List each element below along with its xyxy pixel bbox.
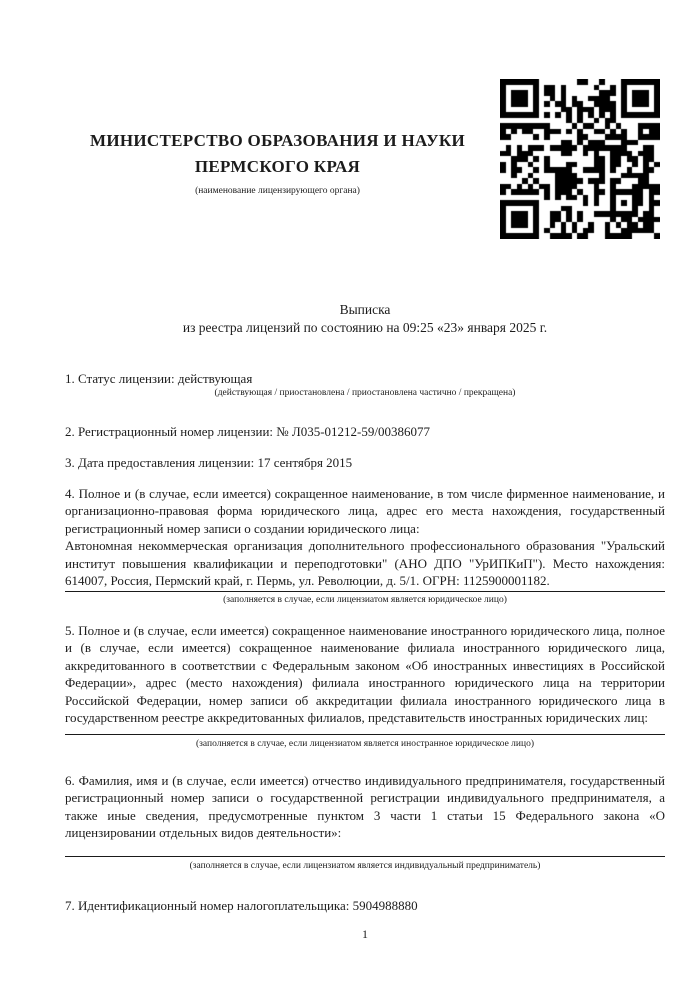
- foreign-entity-label: 5. Полное и (в случае, если имеется) сокращенное наименование иностранного юридического лица, полное и (в случае, если имеется) сокращенное наименование филиала иностранного юридического лица, аккредитованного в соответствии с Федеральным законом «Об иностранных инвестициях в Российской Федерации», адрес (место нахождения) филиала иностранного юридического лица на территории Российской Федерации, номер записи об аккредитации филиала иностранного юридического лица в государственном реестре аккредитованных филиалов, представительств иностранных юридических лиц:: [65, 623, 665, 726]
- license-status-note: (действующая / приостановлена / приостановлена частично / прекращена): [214, 388, 516, 399]
- fill-in-line-foreign-entity: [65, 734, 665, 735]
- page-number: 1: [362, 927, 368, 941]
- registration-number-text: 2. Регистрационный номер лицензии: № Л035-01212-59/00386077: [65, 424, 431, 439]
- title-line1: Выписка: [339, 302, 391, 317]
- legal-entity-note: (заполняется в случае, если лицензиатом является юридическое лицо): [223, 595, 507, 606]
- document-title: [65, 301, 665, 337]
- individual-entrepreneur-label: 6. Фамилия, имя и (в случае, если имеется) отчество индивидуального предпринимателя, государственный регистрационный номер записи о государственной регистрации индивидуального предпринимателя, а также иные сведения, предусмотренные пунктом 3 части 1 статьи 15 Федерального закона «О лицензировании отдельных видов деятельности»:: [65, 773, 665, 841]
- document-header: [65, 128, 490, 197]
- license-date-text: 3. Дата предоставления лицензии: 17 сентября 2015: [65, 455, 353, 470]
- item-legal-entity: [65, 485, 665, 606]
- legal-entity-label: 4. Полное и (в случае, если имеется) сокращенное наименование, в том числе фирменное наименование, и организационно-правовая форма юридического лица, адрес его места нахождения, государственный регистрационный номер записи о создании юридического лица:: [65, 486, 665, 536]
- authority-caption: (наименование лицензирующего органа): [195, 186, 360, 196]
- ministry-name-line2: ПЕРМСКОГО КРАЯ: [194, 157, 361, 176]
- legal-entity-value: Автономная некоммерческая организация дополнительного профессионального образования "Уральский институт повышения квалификации и переподготовки" (АНО ДПО "УрИПКиП"). Место нахождения: 614007, Россия, Пермский край, г. Пермь, ул. Революции, д. 5/1. ОГРН: 1125900001182.: [65, 538, 665, 589]
- item-taxpayer-number: [65, 897, 665, 914]
- license-status-text: 1. Статус лицензии: действующая: [65, 371, 253, 386]
- fill-in-line-legal-entity: [65, 591, 665, 592]
- item-foreign-entity: [65, 622, 665, 750]
- title-line2: из реестра лицензий по состоянию на 09:25 «23» января 2025 г.: [182, 320, 548, 335]
- taxpayer-number-text: 7. Идентификационный номер налогоплательщика: 5904988880: [65, 898, 418, 913]
- item-license-status: [65, 370, 665, 399]
- ministry-name-line1: МИНИСТЕРСТВО ОБРАЗОВАНИЯ И НАУКИ: [89, 131, 466, 150]
- individual-entrepreneur-note: (заполняется в случае, если лицензиатом является индивидуальный предприниматель): [189, 860, 541, 871]
- item-license-date: [65, 454, 665, 471]
- fill-in-line-individual-entrepreneur: [65, 856, 665, 857]
- item-registration-number: [65, 423, 665, 440]
- item-individual-entrepreneur: [65, 772, 665, 872]
- foreign-entity-note: (заполняется в случае, если лицензиатом является иностранное юридическое лицо): [196, 739, 534, 750]
- qr-code: [500, 79, 660, 239]
